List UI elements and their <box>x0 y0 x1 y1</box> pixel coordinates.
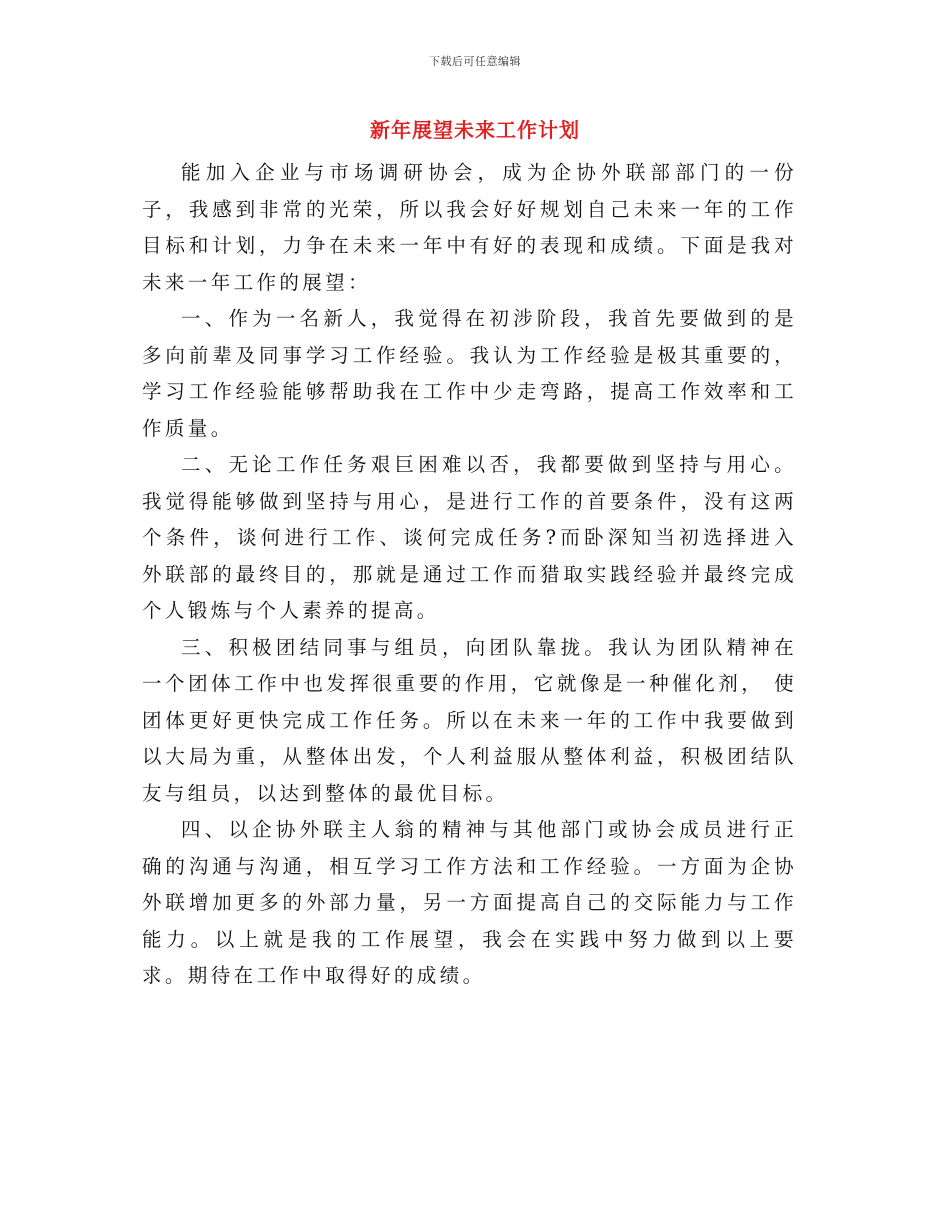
paragraph-point-4: 四、以企协外联主人翁的精神与其他部门或协会成员进行正确的沟通与沟通，相互学习工作方法和工作经验。一方面为企协外联增加更多的外部力量，另一方面提高自己的交际能力与工作能力。以上就是我的工作展望，我会在实践中努力做到以上要求。期待在工作中取得好的成绩。 <box>142 818 797 987</box>
paragraph-point-3: 三、积极团结同事与组员，向团队靠拢。我认为团队精神在一个团体工作中也发挥很重要的作用，它就像是一种催化剂， 使团体更好更快完成工作任务。所以在未来一年的工作中我要做到以大局为重，从整体出发，个人利益服从整体利益，积极团结队友与组员，以达到整体的最优目标。 <box>142 635 797 805</box>
header-note: 下载后可任意编辑 <box>429 55 521 68</box>
paragraph-point-1: 一、作为一名新人，我觉得在初涉阶段，我首先要做到的是多向前辈及同事学习工作经验。我认为工作经验是极其重要的，学习工作经验能够帮助我在工作中少走弯路，提高工作效率和工作质量。 <box>142 307 797 440</box>
paragraph-point-2: 二、无论工作任务艰巨困难以否，我都要做到坚持与用心。我觉得能够做到坚持与用心，是进行工作的首要条件，没有这两个条件，谈何进行工作、谈何完成任务?而卧深知当初选择进入外联部的最终目的，那就是通过工作而猎取实践经验并最终完成个人锻炼与个人素养的提高。 <box>142 453 797 622</box>
document-title: 新年展望未来工作计划 <box>370 118 580 142</box>
paragraph-intro: 能加入企业与市场调研协会，成为企协外联部部门的一份子，我感到非常的光荣，所以我会好好规划自己未来一年的工作目标和计划，力争在未来一年中有好的表现和成绩。下面是我对未来一年工作的展望： <box>142 161 797 294</box>
document-body <box>142 155 797 995</box>
